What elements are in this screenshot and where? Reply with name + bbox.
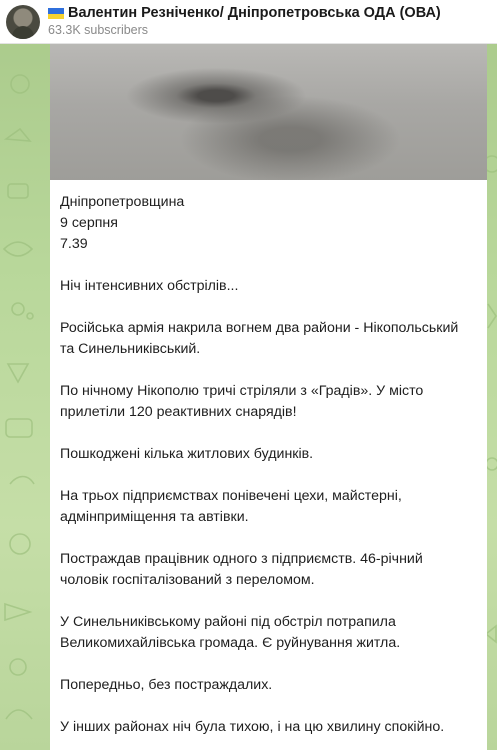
message-bubble[interactable] (50, 44, 487, 750)
paragraph-2-line-1: Російська армія накрила вогнем два райони - Нікопольський (60, 320, 459, 336)
paragraph-3-line-2: прилетіли 120 реактивних снарядів! (60, 404, 297, 420)
paragraph-5-line-1: На трьох підприємствах понівечені цехи, майстерні, (60, 488, 402, 504)
paragraph-5-line-2: адмінприміщення та автівки. (60, 509, 249, 525)
subscriber-count: 63.3K subscribers (48, 23, 149, 38)
paragraph-4: Пошкоджені кілька житлових будинків. (60, 446, 314, 462)
paragraph-2-line-2: та Синельниківський. (60, 341, 201, 357)
region-line: Дніпропетровщина (60, 194, 185, 210)
message-text (50, 180, 487, 738)
time-line: 7.39 (60, 236, 88, 252)
date-line: 9 серпня (60, 215, 118, 231)
ukraine-flag-icon (48, 8, 64, 19)
channel-avatar[interactable] (6, 5, 40, 39)
paragraph-9: У інших районах ніч була тихою, і на цю хвилину спокійно. (60, 719, 445, 735)
paragraph-7-line-1: У Синельниківському районі під обстріл потрапила (60, 614, 396, 630)
shell-crater-photo[interactable] (50, 44, 487, 180)
channel-info[interactable] (48, 5, 441, 37)
channel-title-row (48, 5, 441, 22)
paragraph-1: Ніч інтенсивних обстрілів... (60, 278, 239, 294)
paragraph-6-line-2: чоловік госпіталізований з переломом. (60, 572, 315, 588)
paragraph-3-line-1: По нічному Нікополю тричі стріляли з «Градів». У місто (60, 383, 424, 399)
paragraph-6-line-1: Постраждав працівник одного з підприємств. 46-річний (60, 551, 423, 567)
channel-header[interactable] (0, 0, 497, 44)
paragraph-7-line-2: Великомихайлівська громада. Є руйнування житла. (60, 635, 401, 651)
paragraph-8: Попередньо, без постраждалих. (60, 677, 273, 693)
channel-title: Валентин Резніченко/ Дніпропетровська ОДА (ОВА) (68, 5, 441, 22)
